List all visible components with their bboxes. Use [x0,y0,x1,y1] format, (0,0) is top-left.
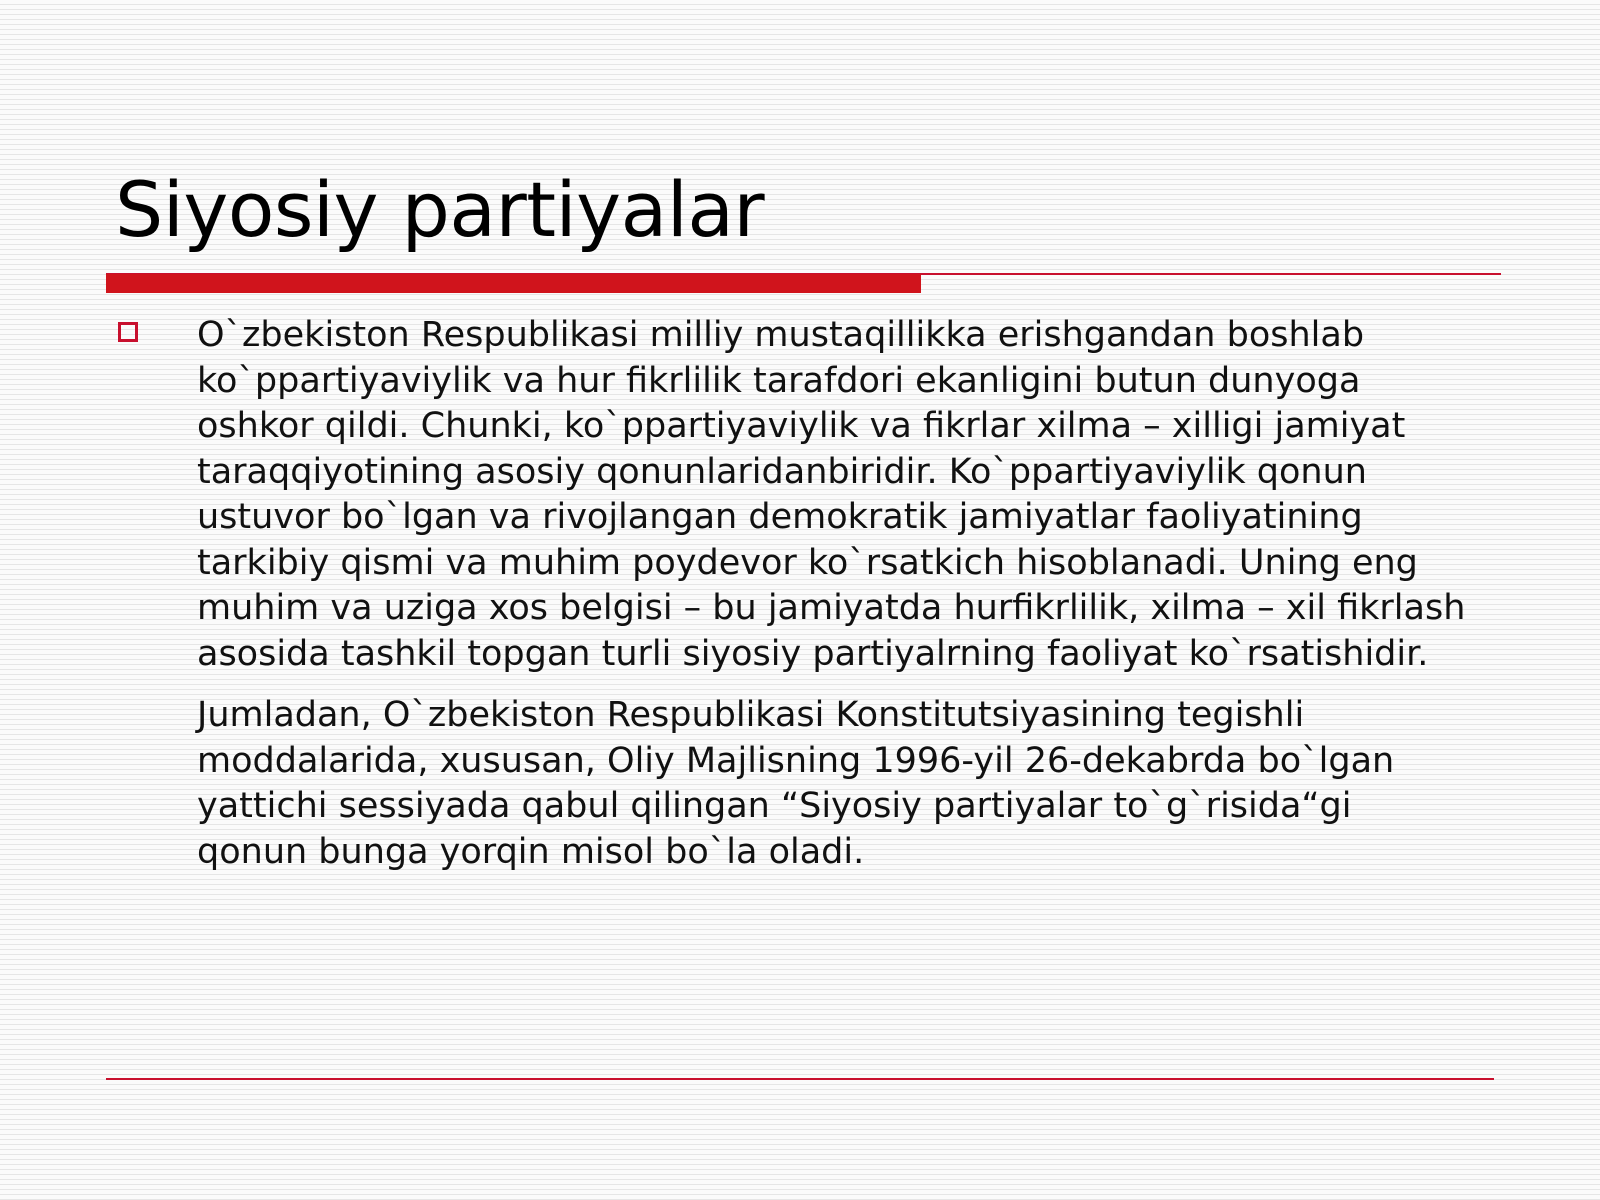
slide-title: Siyosiy partiyalar [115,165,765,254]
body-paragraph-2: Jumladan, O`zbekiston Respublikasi Konstitutsiyasining tegishli moddalarida, xususan, Oliy Majlisning 1996-yil 26-dekabrda bo`lgan yattichi sessiyada qabul qilingan “Siyosiy partiyalar to`g`risida“gi qonun bunga yorqin misol bo`la oladi. [197,695,1395,872]
title-underline-accent-bar [106,274,921,293]
footer-divider [106,1078,1494,1080]
body-paragraph-1: O`zbekiston Respublikasi milliy mustaqillikka erishgandan boshlab ko`ppartiyaviylik va hur fikrlilik tarafdori ekanligini butun dunyoga oshkor qildi. Chunki, ko`ppartiyaviylik va fikrlar xilma – xilligi jamiyat taraqqiyotining asosiy qonunlaridanbiridir. Ko`ppartiyaviylik qonun ustuvor bo`lgan va rivojlangan demokratik jamiyatlar faoliyatining tarkibiy qismi va muhim poydevor ko`rsatkich hisoblanadi. Uning eng muhim va uziga xos belgisi – bu jamiyatda hurfikrlilik, xilma – xil fikrlash asosida tashkil topgan turli siyosiy partiyalrning faoliyat ko`rsatishidir. [197,315,1466,674]
hollow-square-bullet-icon [118,322,138,342]
slide-body [197,313,1527,875]
